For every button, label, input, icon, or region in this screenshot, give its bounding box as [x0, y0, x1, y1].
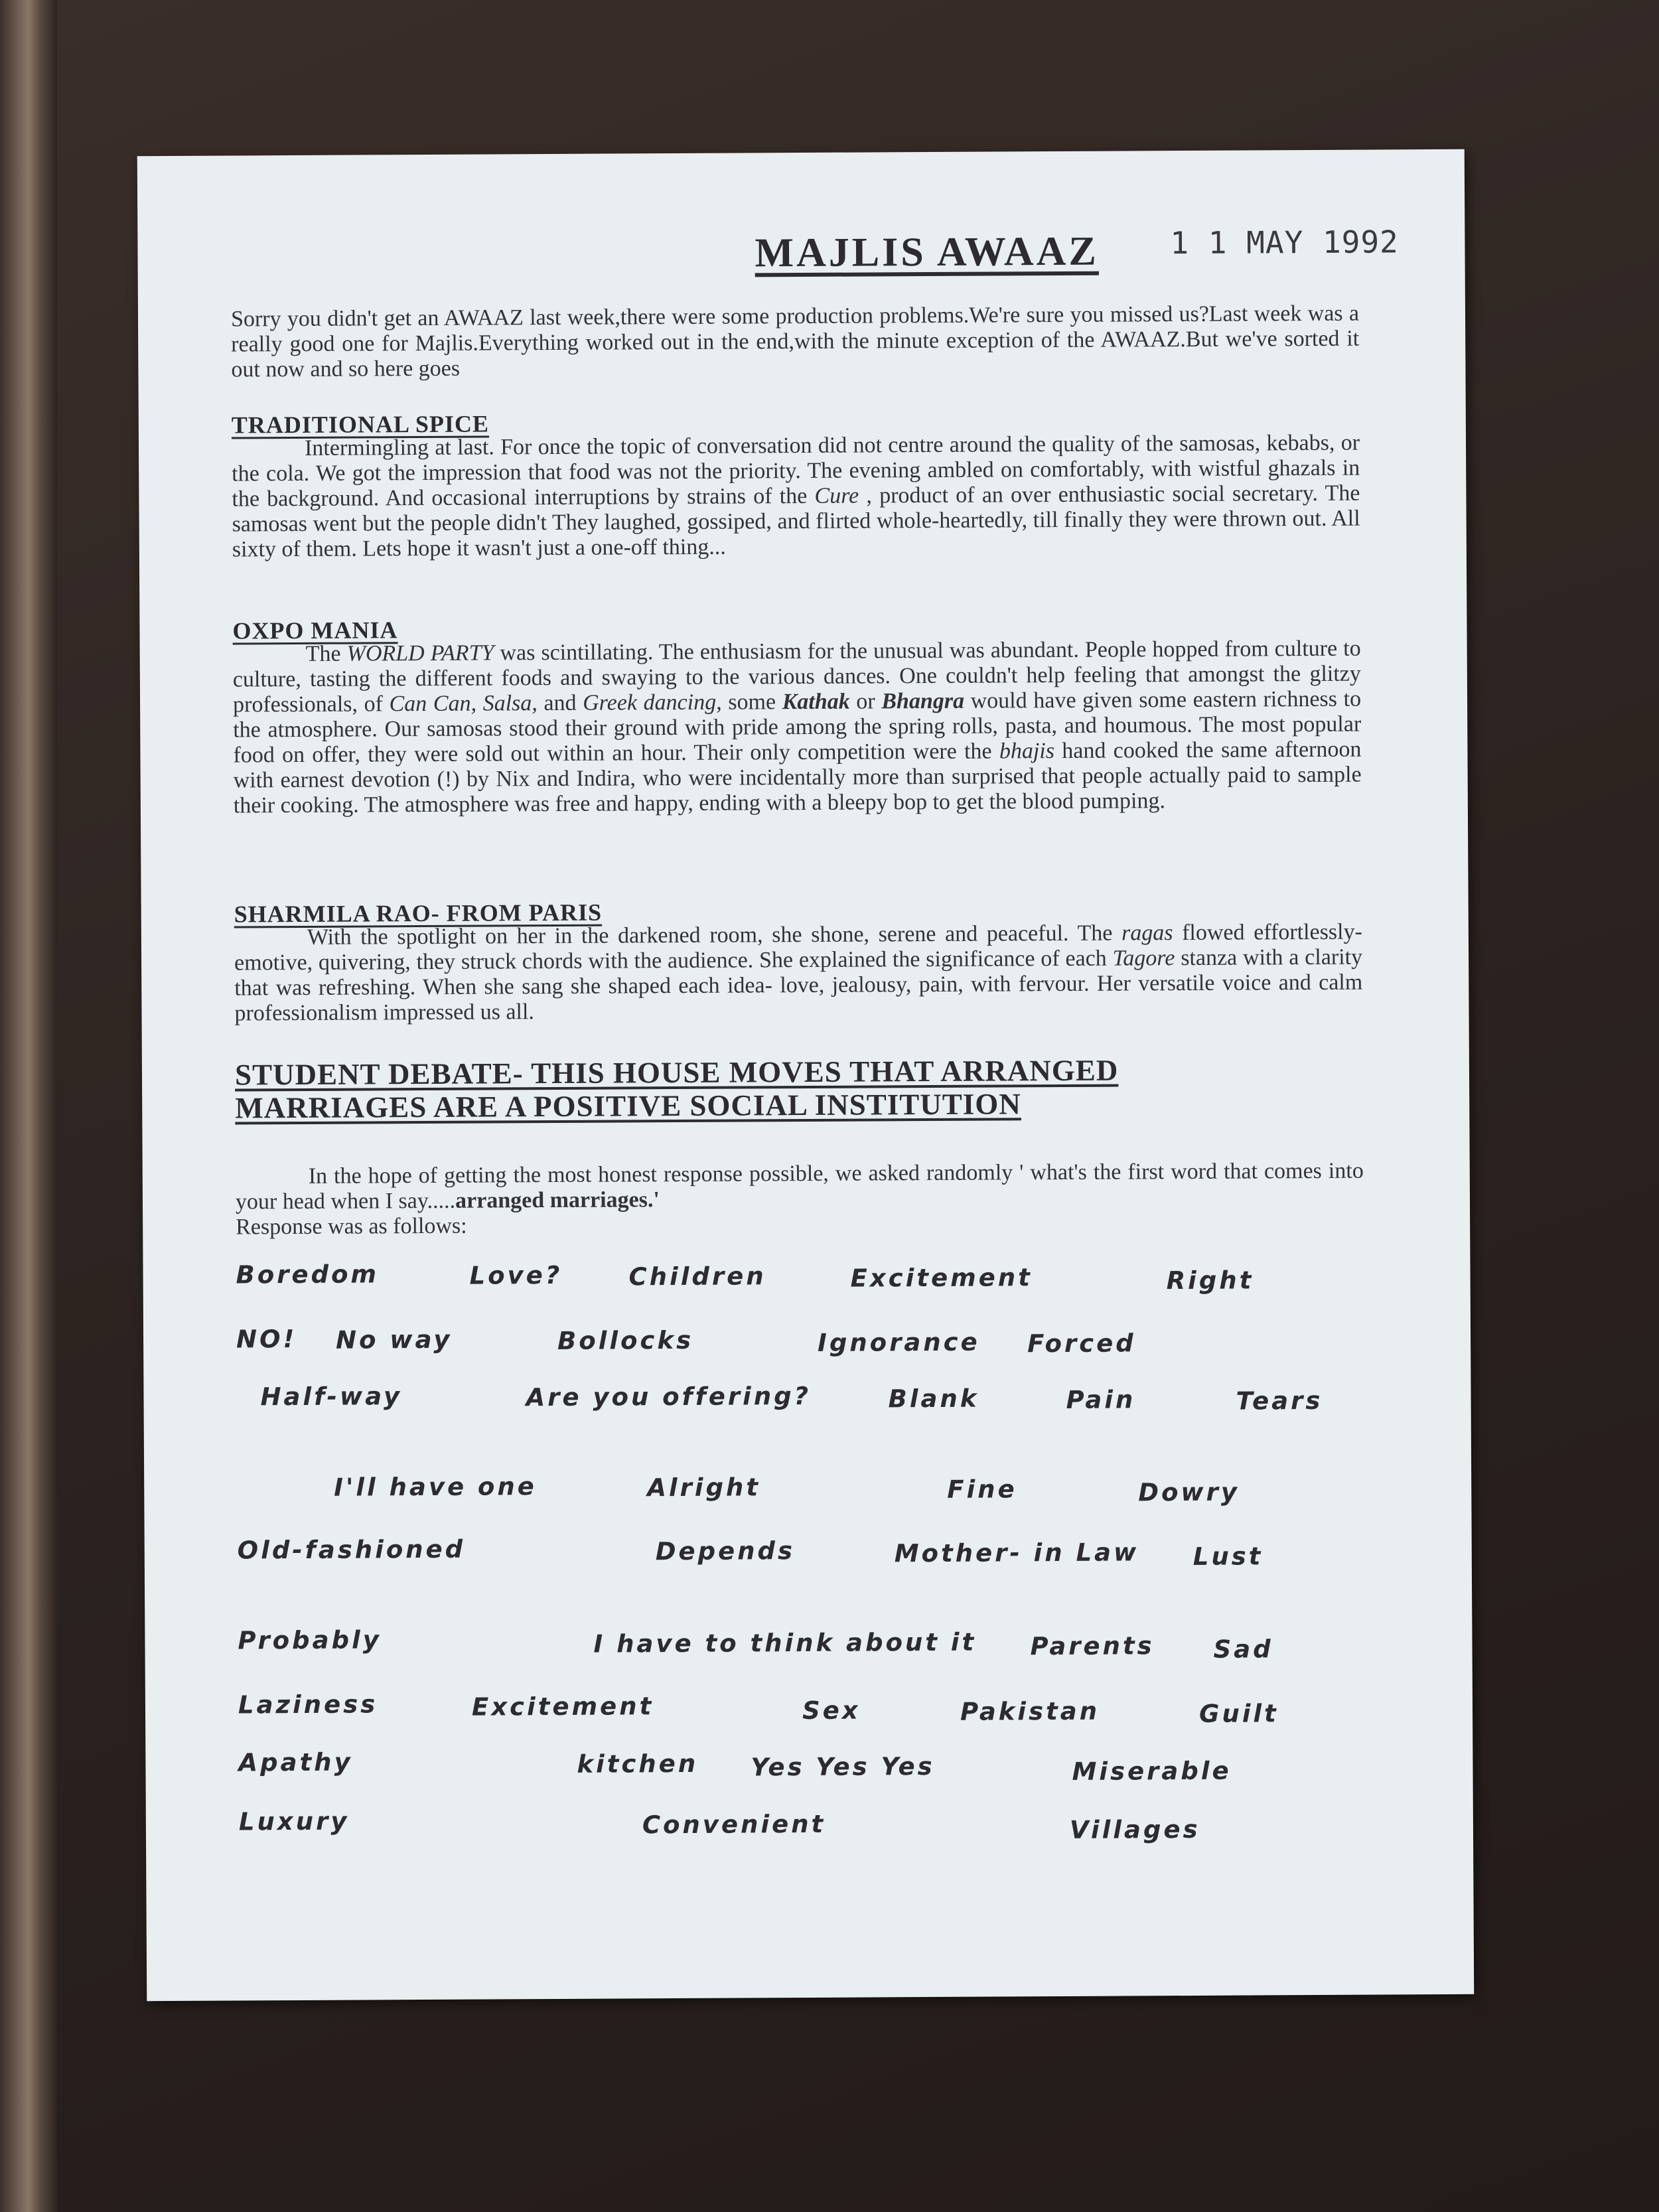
oxpo-text-5: or [849, 689, 882, 714]
traditional-spice-text-2: , product of an over enthusiastic social secretary. The samosas went but the people didn't They laughed, gossiped, and flirted whole-heartedly, till finally they were thrown out. All sixty of them. Lets hope it wasn't just a one-off thing... [232, 480, 1360, 562]
bhangra-bold-italic: Bhangra [881, 688, 965, 714]
response-word: Probably [238, 1625, 382, 1655]
oxpo-text-4: some [721, 690, 782, 715]
traditional-spice-paragraph [232, 431, 1360, 563]
debate-text-2: Response was as follows: [236, 1213, 467, 1240]
response-word: Fine [947, 1475, 1017, 1504]
response-word: Apathy [238, 1747, 353, 1777]
kathak-bold-italic: Kathak [782, 689, 850, 715]
response-word: Mother- in Law [894, 1538, 1139, 1568]
response-word: Parents [1030, 1631, 1155, 1661]
response-word: Lust [1192, 1542, 1263, 1571]
bhajis-italic: bhajis [999, 739, 1055, 764]
response-word: Forced [1027, 1329, 1136, 1359]
intro-paragraph: Sorry you didn't get an AWAAZ last week,there were some production problems.We're sure you missed us?Last week was a really good one for Majlis.Everything worked out in the end,with the minute exception of the AWAAZ.But we've sorted it out now and so here goes [230, 301, 1360, 382]
response-word: Dowry [1138, 1477, 1240, 1507]
section-heading-oxpo-mania: OXPO MANIA [232, 617, 398, 644]
oxpo-mania-paragraph [233, 636, 1362, 819]
traditional-spice-text-1: Intermingling at last. For once the topic of conversation did not centre around the quality of the samosas, kebabs, or the cola. We got the impression that food was not the priority. The evening ambled on comfortably, with wistful ghazals in the background. And occasional interruptions by strains of the [232, 430, 1360, 512]
response-word: Yes Yes Yes [751, 1751, 935, 1782]
section-heading-sharmila: SHARMILA RAO- FROM PARIS [234, 899, 603, 928]
sharmila-paragraph [234, 920, 1363, 1027]
response-word: Children [628, 1262, 766, 1291]
can-can-italic: Can Can, Salsa, [389, 691, 538, 717]
oxpo-text-6: would have given some eastern richness to the atmosphere. Our samosas stood their ground with pride among the spring rolls, pasta, and houmous. The most popular food on offer, they were sold out within an hour. Their only competition were the [233, 686, 1362, 768]
debate-intro-paragraph [236, 1159, 1364, 1240]
section-heading-traditional-spice: TRADITIONAL SPICE [231, 410, 490, 439]
sharmila-text-3: stanza with a clarity that was refreshing. When she sang she shaped each idea- love, jealousy, pain, with fervour. Her versatile voice and calm professionalism impressed us all. [234, 944, 1363, 1026]
newsletter-page [137, 149, 1475, 2001]
oxpo-text-3: and [537, 690, 583, 716]
arranged-marriages-bold: arranged marriages.' [455, 1187, 660, 1213]
debate-heading-line-2: MARRIAGES ARE A POSITIVE SOCIAL INSTITUTION [235, 1087, 1021, 1125]
debate-heading [235, 1053, 1364, 1125]
response-word: I have to think about it [593, 1627, 977, 1659]
response-word: Excitement [471, 1692, 654, 1722]
response-word: Laziness [238, 1690, 378, 1720]
debate-text-1: In the hope of getting the most honest response possible, we asked randomly ' what's the first word that comes into your head when I say..... [235, 1158, 1364, 1215]
response-word: I'll have one [334, 1472, 537, 1502]
response-word: Sex [802, 1696, 861, 1726]
tagore-italic: Tagore [1112, 946, 1175, 971]
response-word: Miserable [1072, 1756, 1232, 1786]
response-word: Excitement [850, 1263, 1033, 1293]
debate-heading-line-1: STUDENT DEBATE- THIS HOUSE MOVES THAT ARRANGED [234, 1053, 1119, 1092]
response-word: Are you offering? [526, 1381, 812, 1412]
date-stamp: 1 1 MAY 1992 [1170, 224, 1399, 261]
response-word: Tears [1236, 1386, 1323, 1416]
response-word: NO! [236, 1325, 297, 1354]
response-word: Ignorance [817, 1327, 980, 1357]
response-word: Bollocks [557, 1325, 694, 1355]
response-word: Pain [1066, 1385, 1136, 1414]
response-word: No way [335, 1325, 453, 1355]
greek-italic: Greek dancing, [583, 690, 722, 715]
cure-italic: Cure [814, 483, 859, 508]
oxpo-text-7: hand cooked the same afternoon with earnest devotion (!) by Nix and Indira, who were incidentally more than surprised that people actually paid to sample their cooking. The atmosphere was free and happy, ending with a bleepy bop to get the blood pumping. [233, 737, 1362, 818]
response-word: kitchen [577, 1749, 699, 1779]
response-word: Alright [647, 1473, 761, 1503]
response-word: Right [1166, 1266, 1254, 1295]
response-word: Guilt [1198, 1699, 1279, 1728]
masthead-title: MAJLIS AWAAZ [755, 228, 1099, 276]
oxpo-text-1: The [305, 641, 347, 666]
sharmila-text-1: With the spotlight on her in the darkened room, she shone, serene and peaceful. The [307, 921, 1122, 950]
world-party-italic: WORLD PARTY [346, 640, 494, 666]
response-word: Old-fashioned [237, 1534, 466, 1565]
response-word: Sad [1213, 1635, 1273, 1664]
response-word: Love? [469, 1260, 563, 1290]
response-word: Half-way [260, 1382, 403, 1412]
ragas-italic: ragas [1121, 921, 1173, 946]
response-word: Boredom [236, 1260, 380, 1290]
response-word: Depends [655, 1536, 796, 1566]
response-word: Luxury [238, 1806, 350, 1836]
response-word: Villages [1069, 1814, 1200, 1844]
response-word: Convenient [642, 1809, 826, 1840]
sharmila-text-2: flowed effortlessly- emotive, quivering, they struck chords with the audience. She explained the significance of each [234, 919, 1362, 976]
oxpo-text-2: was scintillating. The enthusiasm for the unusual was abundant. People hopped from culture to culture, tasting the different foods and swaying to the various dances. One couldn't help feeling that amongst the glitzy professionals, of [232, 636, 1361, 717]
frame-edge [0, 0, 57, 2212]
response-word: Pakistan [960, 1696, 1100, 1726]
response-word: Blank [888, 1384, 979, 1414]
